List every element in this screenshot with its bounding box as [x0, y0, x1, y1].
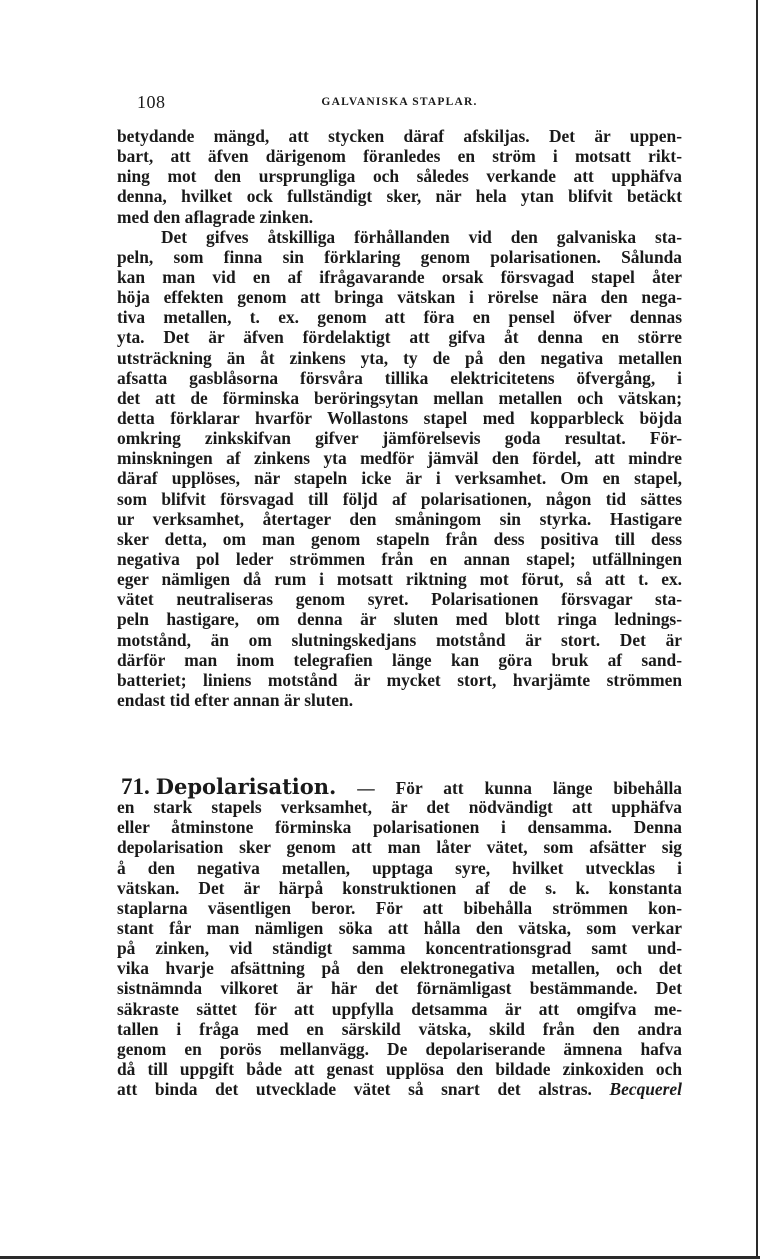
body-text: [117, 126, 682, 710]
text-line: staplarna väsentligen beror. För att bibehålla strömmen kon-: [117, 897, 682, 918]
text-line: å den negativa metallen, upptaga syre, hvilket utvecklas i: [117, 857, 682, 878]
text-line: betydande mängd, att stycken däraf afskiljas. Det är uppen-: [117, 126, 682, 146]
text-line: motstånd, än om slutningskedjans motstånd är stort. Det är: [117, 629, 682, 650]
section-title: Depolarisation.: [155, 774, 337, 799]
text-line: utsträckning än åt zinkens yta, ty de på den negativa metallen: [117, 347, 682, 368]
text-line: tallen i fråga med en särskild vätska, skild från den andra: [117, 1018, 682, 1039]
section-71: [117, 774, 682, 1100]
section-first-line: — För att kunna länge bibehålla: [357, 778, 682, 798]
text-line: däraf upplöses, när stapeln icke är i verksamhet. Om en stapel,: [117, 468, 682, 489]
text-line: Det gifves åtskilliga förhållanden vid den galvaniska sta-: [161, 226, 682, 247]
text-line: bart, att äfven därigenom föranledes en ström i motsatt rikt-: [117, 146, 682, 167]
text-line: afsatta gasblåsorna försvåra tillika elektricitetens öfvergång, i: [117, 367, 682, 388]
text-line: sker detta, om man genom stapeln från dess positiva till dess: [117, 528, 682, 549]
text-line: vika hvarje afsättning på den elektronegativa metallen, och det: [117, 958, 682, 979]
text-line: batteriet; liniens motstånd är mycket stort, hvarjämte strömmen: [117, 669, 682, 690]
section-heading-line: [117, 774, 682, 799]
text-line: säkraste sättet för att uppfylla detsamma är att omgifva me-: [117, 998, 682, 1019]
section-body: [117, 797, 682, 1079]
text-line: då till uppgift både att genast upplösa den bildade zinkoxiden och: [117, 1058, 682, 1079]
page-edge-right: [756, 0, 758, 1259]
text-line: eller åtminstone förminska polarisationen i densamma. Denna: [117, 817, 682, 838]
text-line: minskningen af zinkens yta medför jämväl den fördel, att mindre: [117, 448, 682, 469]
text-line: eger nämligen då rum i motsatt riktning mot förut, så att t. ex.: [117, 569, 682, 590]
running-title: GALVANISKA STAPLAR.: [321, 96, 478, 108]
text-line: peln, som finna sin förklaring genom polarisationen. Sålunda: [117, 246, 682, 267]
text-line: en stark stapels verksamhet, är det nödvändigt att upphäfva: [117, 797, 682, 818]
text-line: därför man inom telegrafien länge kan göra bruk af sand-: [117, 649, 682, 670]
text-line: depolarisation sker genom att man låter vätet, som afsätter sig: [117, 837, 682, 858]
text-line: på zinken, vid ständigt samma koncentrationsgrad samt und-: [117, 938, 682, 959]
text-line: sistnämnda vilkoret är här det förnämligast bestämmande. Det: [117, 978, 682, 999]
text-line: endast tid efter annan är sluten.: [117, 689, 354, 710]
page-number: 108: [137, 92, 166, 112]
section-last-line-text: att binda det utvecklade vätet så snart det alstras.: [117, 1079, 592, 1100]
text-line: kan man vid en af ifrågavarande orsak försvagad stapel åter: [117, 266, 682, 287]
text-line: negativa pol leder strömmen från en annan stapel; utfällningen: [117, 548, 682, 569]
section-last-line: [117, 1079, 682, 1099]
text-line: tiva metallen, t. ex. genom att föra en pensel öfver dennas: [117, 307, 682, 328]
text-line: vätskan. Det är härpå konstruktionen af de s. k. konstanta: [117, 877, 682, 898]
text-line: omkring zinkskifvan gifver jämförelsevis goda resultat. För-: [117, 428, 682, 449]
text-line: ur verksamhet, återtager den småningom sin styrka. Hastigare: [117, 508, 682, 529]
text-line: med den aflagrade zinken.: [117, 206, 314, 227]
text-line: höja effekten genom att bringa vätskan i rörelse nära den nega-: [117, 287, 682, 308]
page-header: [117, 92, 682, 116]
text-line: vätet neutraliseras genom syret. Polarisationen försvagar sta-: [117, 589, 682, 610]
text-line: detta förklarar hvarför Wollastons stapel med kopparbleck böjda: [117, 407, 682, 428]
text-line: denna, hvilket ock fullständigt sker, när hela ytan blifvit betäckt: [117, 186, 682, 207]
text-line: som blifvit försvagad till följd af polarisationen, någon tid sättes: [117, 488, 682, 509]
text-line: det att de förminska beröringsytan mellan metallen och vätskan;: [117, 387, 682, 408]
text-line: genom en porös mellanvägg. De depolariserande ämnena hafva: [117, 1038, 682, 1059]
text-line: stant får man nämligen söka att hålla den vätska, som verkar: [117, 917, 682, 938]
text-line: peln hastigare, om denna är sluten med blott ringa lednings-: [117, 609, 682, 630]
section-number: 71.: [121, 774, 150, 799]
text-line: yta. Det är äfven fördelaktigt att gifva åt denna en större: [117, 327, 682, 348]
text-line: ning mot den ursprungliga och således verkande att upphäfva: [117, 166, 682, 187]
author-name: Becquerel: [609, 1079, 682, 1100]
